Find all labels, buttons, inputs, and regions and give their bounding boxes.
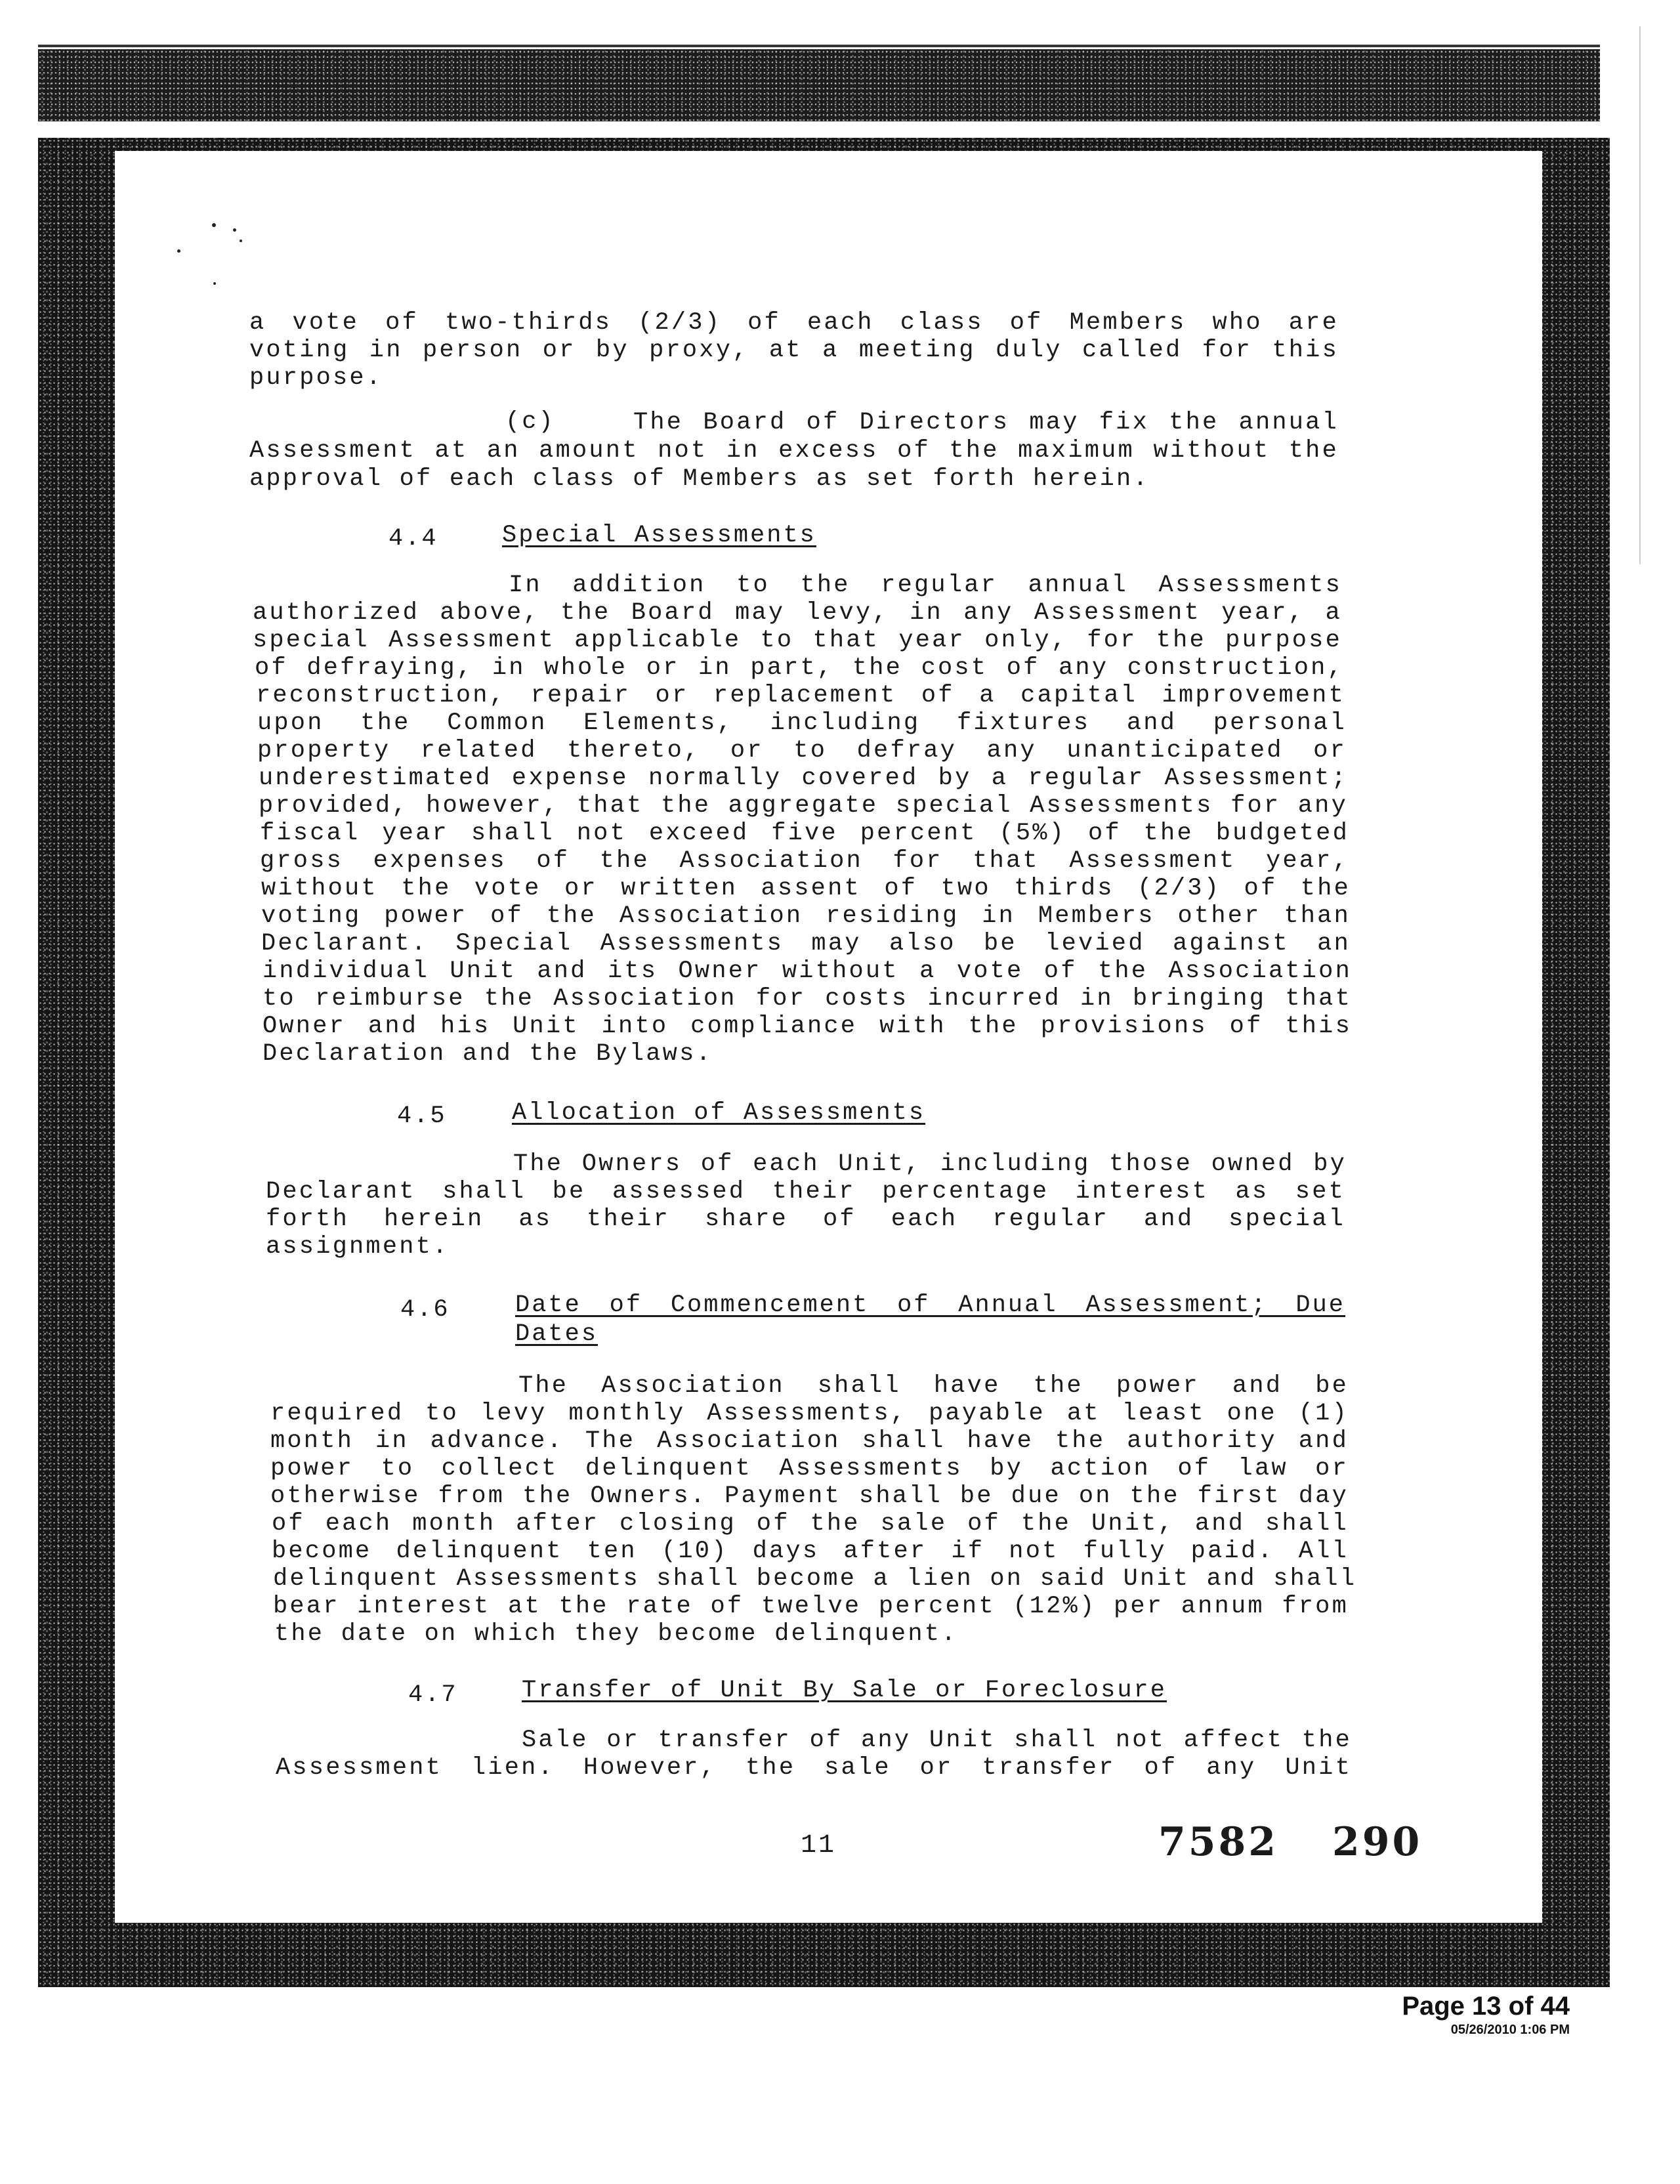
recording-page-number: 290 (1332, 1819, 1423, 1865)
text-line: the date on which they become delinquent. (274, 1620, 958, 1648)
text-line: voting in person or by proxy, at a meeting duly called for this (249, 337, 1339, 364)
scan-top-line (38, 45, 1600, 47)
text-line: power to collect delinquent Assessments by action of law or (270, 1455, 1349, 1482)
page-count-label: Page 13 of 44 (1402, 1992, 1570, 2021)
scan-speck (177, 249, 180, 253)
text-line: Declarant shall be assessed their percentage interest as set (266, 1178, 1345, 1206)
text-line: required to levy monthly Assessments, payable at least one (1) (270, 1400, 1349, 1427)
section-title: Date of Commencement of Annual Assessment; Due (515, 1292, 1345, 1319)
text-line: become delinquent ten (10) days after if not fully paid. All (272, 1538, 1349, 1565)
text-line: gross expenses of the Association for that Assessment year, (260, 847, 1349, 875)
text-line: underestimated expense normally covered by a regular Assessment; (259, 765, 1348, 792)
text-line: The Board of Directors may fix the annual (633, 409, 1339, 436)
text-line: purpose. (249, 364, 383, 392)
text-line: property related thereto, or to defray any unanticipated or (257, 737, 1347, 765)
text-line: Sale or transfer of any Unit shall not affect the (522, 1727, 1352, 1754)
text-line: bear interest at the rate of twelve percent (12%) per annum from (273, 1593, 1349, 1620)
text-line: delinquent Assessments shall become a lien on said Unit and shall (273, 1565, 1357, 1593)
text-line: voting power of the Association residing in Members other than (261, 902, 1351, 930)
recording-book-number: 7582 (1158, 1819, 1278, 1865)
text-line: authorized above, the Board may levy, in any Assessment year, a (253, 599, 1342, 627)
print-timestamp: 05/26/2010 1:06 PM (1450, 2023, 1570, 2037)
scan-speck (240, 240, 242, 242)
text-line: assignment. (266, 1233, 450, 1261)
text-line: approval of each class of Members as set forth herein. (249, 465, 1150, 493)
section-number: 4.7 (408, 1681, 458, 1709)
text-line: provided, however, that the aggregate special Assessments for any (259, 792, 1348, 820)
scan-speck (233, 228, 236, 232)
scan-edge-line (1639, 26, 1641, 564)
text-line: The Owners of each Unit, including those owned by (513, 1150, 1347, 1178)
text-line: forth herein as their share of each regular and special (266, 1206, 1345, 1233)
page-number: 11 (801, 1831, 837, 1860)
text-line: month in advance. The Association shall have the authority and (270, 1427, 1349, 1455)
text-line: The Association shall have the power and be (518, 1372, 1349, 1400)
section-title: Transfer of Unit By Sale or Foreclosure (522, 1677, 1167, 1704)
text-line: to reimburse the Association for costs incurred in bringing that (262, 985, 1352, 1013)
text-line: special Assessment applicable to that year only, for the purpose (253, 627, 1342, 654)
text-line: otherwise from the Owners. Payment shall be due on the first day (270, 1482, 1349, 1510)
scan-speck (213, 282, 216, 285)
text-line: Owner and his Unit into compliance with the provisions of this (262, 1013, 1352, 1040)
text-line: Assessment at an amount not in excess of the maximum without the (249, 437, 1339, 465)
text-line: reconstruction, repair or replacement of a capital improvement (256, 682, 1345, 709)
text-line: individual Unit and its Owner without a vote of the Association (262, 957, 1352, 985)
clause-label: (c) (505, 408, 555, 436)
text-line: Declarant. Special Assessments may also be levied against an (261, 930, 1351, 957)
section-number: 4.5 (397, 1102, 447, 1130)
section-title: Special Assessments (502, 522, 816, 549)
scan-speck (212, 223, 216, 227)
text-line: without the vote or written assent of two thirds (2/3) of the (261, 875, 1351, 902)
section-number: 4.4 (388, 525, 438, 553)
text-line: Assessment lien. However, the sale or transfer of any Unit (276, 1754, 1352, 1782)
text-line: Declaration and the Bylaws. (262, 1040, 713, 1068)
text-line: of each month after closing of the sale of the Unit, and shall (272, 1510, 1349, 1538)
text-line: a vote of two-thirds (2/3) of each class of Members who are (249, 309, 1339, 337)
text-line: of defraying, in whole or in part, the cost of any construction, (255, 654, 1344, 682)
text-line: In addition to the regular annual Assessments (509, 572, 1342, 599)
section-title-continued: Dates (515, 1320, 598, 1348)
section-title: Allocation of Assessments (512, 1099, 926, 1127)
text-line: upon the Common Elements, including fixtures and personal (257, 709, 1347, 737)
scan-top-border (38, 49, 1600, 121)
section-number: 4.6 (400, 1296, 450, 1324)
text-line: fiscal year shall not exceed five percent (5%) of the budgeted (260, 820, 1349, 847)
